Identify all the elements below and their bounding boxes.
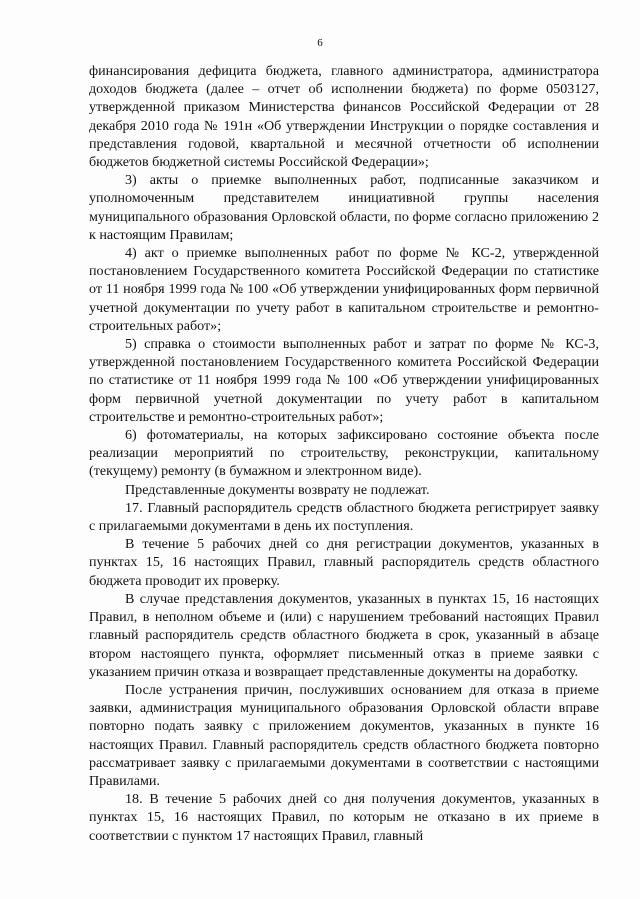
page-number: 6 [317, 37, 323, 49]
paragraph-item-4-ks2: 4) акт о приемке выполненных работ по форме № КС-2, утвержденной постановлением Государственного комитета Российской Федерации по статистике от 11 ноября 1999 года № 100 «Об утверждении унифицированных форм первичной учетной документации по учету работ в капитальном строительстве и ремонтно-строительных работ»; [89, 245, 599, 334]
paragraph-not-returned: Представленные документы возврату не подлежат. [125, 481, 430, 498]
paragraph-refusal: В случае представления документов, указанных в пунктах 15, 16 настоящих Правил, в неполном объеме и (или) с нарушением требований настоящих Правил главный распорядитель средств областного бюджета в срок, указанный в абзаце втором настоящего пункта, оформляет письменный отказ в приеме заявки с указанием причин отказа и возвращает представленные документы на доработку. [89, 590, 599, 680]
paragraph-item-6-photos: 6) фотоматериалы, на которых зафиксировано состояние объекта после реализации мероприятий по строительству, реконструкции, капитальному (текущему) ремонту (в бумажном и электронном виде). [89, 427, 599, 480]
paragraph-review-period: В течение 5 рабочих дней со дня регистрации документов, указанных в пунктах 15, 16 настоящих Правил, главный распорядитель средств областного бюджета проводит их проверку. [89, 536, 599, 589]
paragraph-resubmission: После устранения причин, послуживших основанием для отказа в приеме заявки, администрация муниципального образования Орловской области вправе повторно подать заявку с приложением документов, указанных в пункте 16 настоящих Правил. Главный распорядитель средств областного бюджета повторно рассматривает заявку с прилагаемыми документами в соответствии с настоящими Правилами. [89, 681, 599, 789]
paragraph-clause-17: 17. Главный распорядитель средств областного бюджета регистрирует заявку с прилагаемыми документами в день их поступления. [89, 499, 599, 535]
paragraph-item-5-ks3: 5) справка о стоимости выполненных работ и затрат по форме № КС-3, утвержденной постановлением Государственного комитета Российской Федерации по статистике от 11 ноября 1999 года № 100 «Об утверждении унифицированных форм первичной учетной документации по учету работ в капитальном строительстве и ремонтно-строительных работ»; [89, 336, 599, 425]
paragraph-item-3-acts: 3) акты о приемке выполненных работ, подписанные заказчиком и уполномоченным представителем инициативной группы населения муниципального образования Орловской области, по форме согласно приложению 2 к настоящим Правилам; [89, 172, 599, 243]
paragraph-clause-18: 18. В течение 5 рабочих дней со дня получения документов, указанных в пунктах 15, 16 настоящих Правил, по которым не отказано в их приеме в соответствии с пунктом 17 настоящих Правил, главный [89, 791, 599, 844]
paragraph-deficit-financing: финансирования дефицита бюджета, главного администратора, администратора доходов бюджета (далее – отчет об исполнении бюджета) по форме 0503127, утвержденной приказом Министерства финансов Российской Федерации от 28 декабря 2010 года № 191н «Об утверждении Инструкции о порядке составления и представления годовой, квартальной и месячной отчетности об исполнении бюджетов бюджетной системы Российской Федерации»; [89, 63, 599, 171]
body-text [89, 62, 599, 845]
